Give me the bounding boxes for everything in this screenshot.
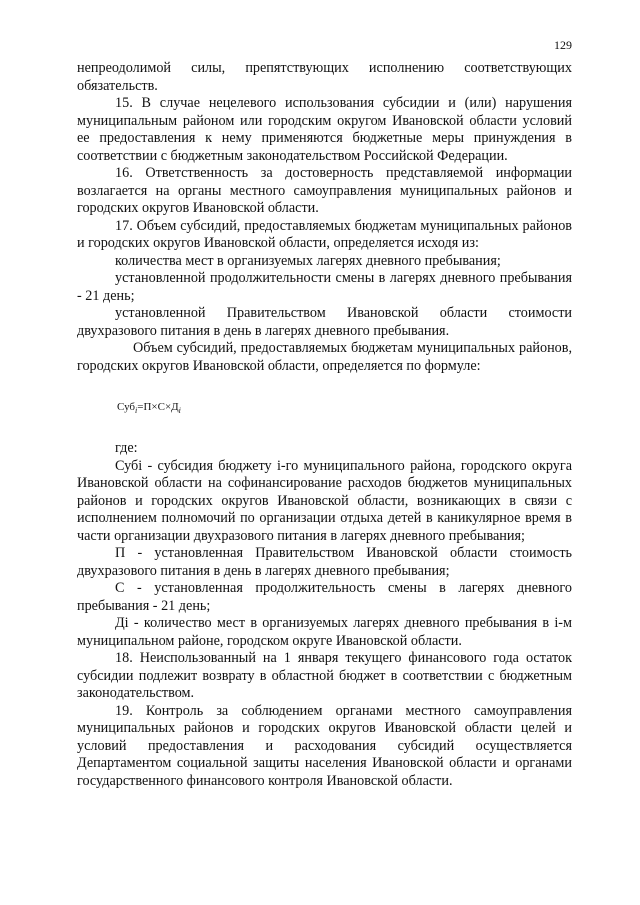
formula-subscript-i: i: [135, 406, 138, 416]
subsidy-formula: [77, 400, 572, 418]
paragraph-17-item-duration: установленной продолжительности смены в лагерях дневного пребывания - 21 день;: [77, 270, 572, 304]
paragraph-where: где:: [115, 440, 138, 456]
page-number: 129: [554, 38, 572, 52]
definition-duration: С - установленная продолжительность смены в лагерях дневного пребывания - 21 день;: [77, 580, 572, 614]
definition-places: Ді - количество мест в организуемых лагерях дневного пребывания в і-м муниципальном районе, городском округе Ивановской области.: [77, 615, 572, 649]
document-body: [77, 60, 572, 790]
paragraph-formula-intro: Объем субсидий, предоставляемых бюджетам муниципальных районов, городских округов Ивановской области, определяется по формуле:: [77, 340, 572, 374]
formula-lhs: Суб: [117, 401, 136, 413]
paragraph-16: 16. Ответственность за достоверность представляемой информации возлагается на органы местного самоуправления муниципальных районов и городских округов Ивановской области.: [77, 165, 572, 216]
paragraph-18: 18. Неиспользованный на 1 января текущего финансового года остаток субсидии подлежит возврату в областной бюджет в соответствии с бюджетным законодательством.: [77, 650, 572, 701]
paragraph-19: 19. Контроль за соблюдением органами местного самоуправления муниципальных районов и городских округов Ивановской области целей и условий предоставления и расходования субсидий осуществляется Департаментом социальной защиты населения Ивановской области и органами государственного финансового контроля Ивановской области.: [77, 702, 572, 789]
paragraph-17: 17. Объем субсидий, предоставляемых бюджетам муниципальных районов и городских округов Ивановской области, определяется исходя из:: [77, 217, 572, 251]
paragraph-17-item-places: количества мест в организуемых лагерях дневного пребывания;: [115, 252, 501, 269]
formula-rhs: =П×С×Д: [137, 401, 179, 413]
formula-subscript-i-d: i: [178, 406, 181, 416]
paragraph-17-item-cost: установленной Правительством Ивановской области стоимости двухразового питания в день в лагерях дневного пребывания.: [77, 305, 572, 339]
definition-subsidy: Субі - субсидия бюджету і-го муниципального района, городского округа Ивановской области на софинансирование расходов бюджетов муниципальных районов и городских округов Ивановской области, возникающих в связи с исполнением полномочий по организации отдыха детей в каникулярное время в части организации двухразового питания в лагерях дневного пребывания;: [77, 457, 572, 544]
paragraph-15: 15. В случае нецелевого использования субсидии и (или) нарушения муниципальным районом или городским округом Ивановской области условий ее предоставления к нему применяются бюджетные меры принуждения в соответствии с бюджетным законодательством Российской Федерации.: [77, 95, 572, 164]
definition-cost: П - установленная Правительством Ивановской области стоимость двухразового питания в день в лагерях дневного пребывания;: [77, 545, 572, 579]
paragraph-continuation: непреодолимой силы, препятствующих исполнению соответствующих обязательств.: [77, 60, 572, 94]
